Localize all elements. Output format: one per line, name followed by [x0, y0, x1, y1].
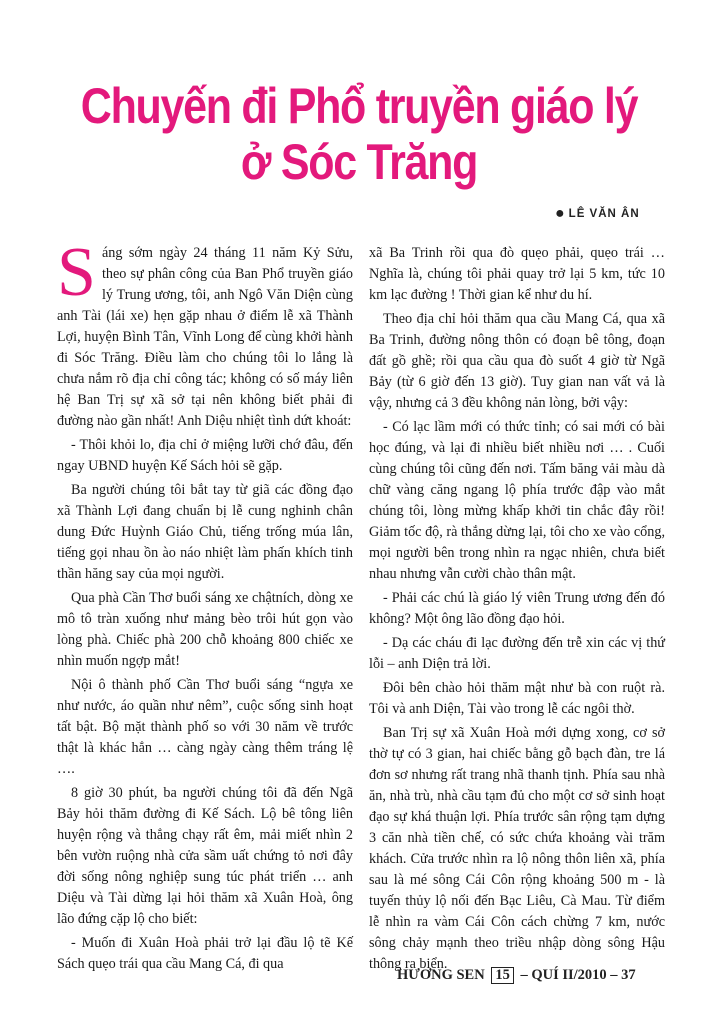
footer-dash: – — [610, 967, 618, 983]
page-footer — [397, 967, 636, 984]
paragraph: - Thôi khỏi lo, địa chỉ ở miệng lưỡi chớ đâu, đến ngay UBND huyện Kế Sách hỏi sẽ gặp. — [57, 437, 353, 474]
issue-period: QUÍ II/2010 — [531, 967, 607, 983]
paragraph: Ba người chúng tôi bắt tay từ giã các đồng đạo xã Thành Lợi đang chuẩn bị lễ cung nghinh chân dung Đức Huỳnh Giáo Chủ, tiếng trống múa lân, tiếng gọi nhau ồn ào náo nhiệt làm phấn khích tinh thần hăng say của mọi người. — [57, 482, 353, 582]
paragraph: xã Ba Trinh rồi qua đò quẹo phải, quẹo trái … Nghĩa là, chúng tôi phải quay trở lại 5 km, tức 10 km lạc đường ! Thời gian kể như du hí. — [369, 245, 665, 303]
title-line-2: ở Sóc Trăng — [240, 134, 478, 190]
paragraph: - Muốn đi Xuân Hoà phải trở lại đầu lộ tẽ Kế Sách quẹo trái qua cầu Mang Cá, đi qua — [57, 935, 353, 972]
paragraph: Đôi bên chào hỏi thăm mật như bà con ruột rà. Tôi và anh Diện, Tài vào trong lễ các ngôi thờ. — [369, 680, 665, 717]
paragraph: Sáng sớm ngày 24 tháng 11 năm Kỷ Sửu, theo sự phân công của Ban Phổ truyền giáo lý Trung ương, tôi, anh Ngô Văn Diện cùng anh Tài (lái xe) hẹn gặp nhau ở điểm lễ xã Thành Lợi, huyện Bình Tân, Vĩnh Long để cùng khởi hành đi Sóc Trăng. Điều làm cho chúng tôi lo lắng là chưa nắm rõ địa chỉ công tác; không có số máy liên hệ Ban Trị sự xã sở tại nên không biết phải đi đường nào gần nhất! Anh Diệu nhiệt tình dứt khoát: — [57, 234, 353, 429]
title-line-1: Chuyến đi Phổ truyền giáo lý — [80, 78, 638, 134]
author-name: LÊ VĂN ÂN — [568, 208, 640, 220]
drop-cap: S — [57, 234, 96, 311]
paragraph: Theo địa chỉ hỏi thăm qua cầu Mang Cá, qua xã Ba Trinh, đường nông thôn có đoạn bê tông, đoạn đất gồ ghề; rồi qua cầu qua đò suốt 4 giờ từ Ngã Bảy (từ 6 giờ đến 13 giờ). Tuy gian nan vất vả là vậy, nhưng cả 3 đều không nản lòng, bởi vậy: — [369, 311, 665, 411]
page-number: 37 — [621, 967, 636, 983]
paragraph: Ban Trị sự xã Xuân Hoà mới dựng xong, cơ sở thờ tự có 3 gian, hai chiếc bằng gỗ bạch đàn, tre lá đơn sơ nhưng rất trang nhã thanh tịnh. Phía sau nhà ăn, nhà trù, nhà cầu tạm đủ cho một cơ sở sinh hoạt đạo sự khá thuận lợi. Phía trước sân rộng tạm dựng 3 căn nhà tiền chế, có sức chứa khoảng vài trăm khách. Cửa trước nhìn ra lộ nông thôn liên xã, phía sau là mé sông Cái Côn rộng khoảng 500 m - là tuyến thủy lộ nối đến Bạc Liêu, Cà Mau. Từ điểm lễ nhìn ra vàm Cái Côn cách chừng 7 km, nước sông chảy mạnh theo triều nhập dòng sông Hậu thông ra biển. — [369, 725, 665, 972]
paragraph: - Dạ các cháu đi lạc đường đến trễ xin các vị thứ lỗi – anh Diện trả lời. — [369, 635, 665, 672]
paragraph: Nội ô thành phố Cần Thơ buổi sáng “ngựa xe như nước, áo quần như nêm”, cuộc sống sinh hoạt tất bật. Bộ mặt thành phố so với 30 năm về trước thật là khác hẳn … càng ngày càng thêm tráng lệ …. — [57, 677, 353, 777]
issue-number: 15 — [491, 967, 514, 984]
paragraph: 8 giờ 30 phút, ba người chúng tôi đã đến Ngã Bảy hỏi thăm đường đi Kế Sách. Lộ bê tông liên huyện rộng và thẳng chạy rất êm, mải miết nhìn 2 bên vườn ruộng nhà cửa sầm uất chứng tỏ nơi đây đời sống nông nghiệp sung túc phát triển … anh Diệu và Tài dừng lại hỏi thăm xã Xuân Hoà, ông lão đứng cặp lộ cho biết: — [57, 785, 353, 927]
paragraph: - Có lạc lầm mới có thức tỉnh; có sai mới có bài học đúng, và lại đi nhiều biết nhiều nơi … . Cuối cùng chúng tôi cũng đến nơi. Tấm băng vải màu dà chữ vàng căng ngang lộ phía trước đập vào mắt chúng tôi, lòng mừng khấp khởi tin chắc đây rồi! Giảm tốc độ, rà thắng dừng lại, tôi cho xe vào cổng, mọi người bên trong nhìn ra ngạc nhiên, chưa biết nhau nhưng vẫn cười chào thân mật. — [369, 419, 665, 582]
bullet-icon: ● — [555, 205, 566, 222]
paragraph: - Phải các chú là giáo lý viên Trung ương đến đó không? Một ông lão đồng đạo hỏi. — [369, 590, 665, 627]
magazine-name: HƯƠNG SEN — [397, 967, 485, 983]
footer-separator: – — [520, 967, 528, 983]
left-column — [57, 234, 353, 978]
article-title — [50, 78, 667, 190]
right-column — [369, 243, 665, 978]
paragraph: Qua phà Cần Thơ buổi sáng xe chậtních, dòng xe mô tô tràn xuống như mảng bèo trôi hút gọn vào lòng phà. Chiếc phà 200 chỗ khoảng 800 chiếc xe nhìn muốn ngợp mắt! — [57, 590, 353, 669]
author-byline — [555, 205, 640, 223]
